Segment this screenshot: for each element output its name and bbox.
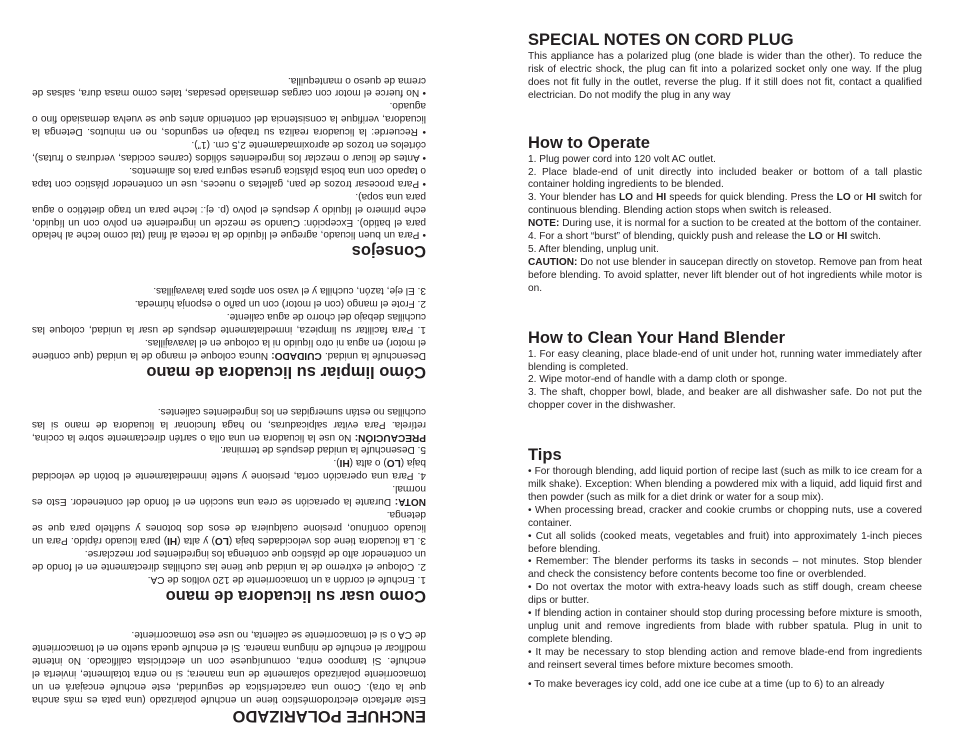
cord-plug-title: SPECIAL NOTES ON CORD PLUG xyxy=(528,31,794,49)
tip-2: • When processing bread, cracker and cookie crumbs or chopping nuts, use a covered container. xyxy=(528,504,922,529)
usar-step-2: 2. Coloque el extremo de la unidad que tiene las cuchillas directamente en el fondo de un contenedor alto de plástico que contenga los ingredientes por mezclarse. xyxy=(32,547,426,572)
consejo-2: • Para procesar trozos de pan, galletas o nueces, use un contenedor plástico con tapa o tapado con una bolsa plástica gruesa segura para los alimentos. xyxy=(32,164,426,189)
tip-4: • Remember: The blender performs its tasks in seconds – not minutes. Stop blender and check the consistency before contents become too fine or overblended. xyxy=(528,556,922,581)
tip-1: • For thorough blending, add liquid portion of recipe last (such as milk to ice cream for a milk shake). Exception: When blending a powdered mix with a liquid, add liquid first and then powder (such as milk for a diet drink or water for a soup mix). xyxy=(528,466,922,503)
limpiar-step-3: 3. El eje, tazón, cuchilla y el vaso son aptos para lavavajillas. xyxy=(153,285,426,297)
enchufe-body: Este artefacto electrodoméstico tiene un enchufe polarizado (una pata es más ancha que la otra). Como una característica de seguridad, este enchufe encajará en un tomacorriente polarizado solamente de una manera; si no entra totalmente, invierta el enchufe. Si tampoco entra, comuníquese con un electricista calificado. No intente modificar el enchufe de ninguna manera. Si el enchufe queda suelto en el tomacorriente de CA o si el tomacorriente se calienta, no use ese tomacorriente. xyxy=(32,629,426,705)
consejo-3: • Antes de licuar o mezclar los ingredientes sólidos (carnes cocidas, verduras o frutas), córtelos en trozos de aproximadamente 2,5 cm. (1”). xyxy=(32,139,426,163)
clean-step-2: 2. Wipe motor-end of handle with a damp cloth or sponge. xyxy=(528,374,788,386)
english-column xyxy=(528,30,922,692)
operate-note: NOTE: During use, it is normal for a suction to be created at the bottom of the container. xyxy=(528,218,922,230)
operate-step-3: 3. Your blender has LO and HI speeds for quick blending. Press the LO or HI switch for continuous blending. Blending action stops when switch is released. xyxy=(528,192,923,217)
consejo-5: • No fuerce el motor con cargas demasiado pesadas, tales como masa dura, salsas de crema de queso o mantequilla. xyxy=(32,74,426,99)
consejos-title: Consejos xyxy=(351,242,426,261)
usar-title: Como usar su licuadora de mano xyxy=(165,586,426,605)
clean-step-3: 3. The shaft, chopper bowl, blade, and beaker are all dishwasher safe. Do not put the chopper cover in the dishwasher. xyxy=(528,387,922,412)
usar-precaucion: PRECAUCIÓN: No use la licuadora en una olla o sartén directamente sobre la cocina, retírela. Para evitar salpicaduras, no haga funcionar la licuadora de mano si las cuchillas no están sumergidas en los ingredientes calientes. xyxy=(32,405,426,443)
spanish-column xyxy=(32,0,426,738)
tip-8: • To make beverages icy cold, add one ice cube at a time (up to 6) to an already xyxy=(528,678,885,690)
cord-plug-body: This appliance has a polarized plug (one blade is wider than the other). To reduce the risk of electric shock, the plug can fit into a polarized socket only one way. If the plug does not fit fully in the outlet, reverse the plug. If it still does not fit, contact a qualified electrician. Do not modify the plug in any way xyxy=(528,51,922,101)
clean-title: How to Clean Your Hand Blender xyxy=(528,328,785,347)
tip-7: • It may be necessary to stop blending action and remove blade-end from ingredients and reinsert several times before mixture becomes smooth. xyxy=(528,646,922,671)
limpiar-intro: Desenchufe la unidad. CUIDADO: Nunca coloque el mango de la unidad (que contiene el motor) en agua ni otro líquido ni la coloque en el lavavajillas. xyxy=(32,336,426,361)
limpiar-title: Cómo limpiar su licuadora de mano xyxy=(146,362,426,381)
spanish-column-rotated xyxy=(32,0,426,738)
usar-nota: NOTA: Durante la operación se crea una succión en el fondo del contenedor. Esto es normal. xyxy=(32,483,426,508)
consejo-4: • Recuerde: la licuadora realiza su trabajo en segundos, no en minutos. Detenga la licuadora, verifique la consistencia del contenido antes que se vuelva demasiado fino o aguado. xyxy=(32,100,426,138)
limpiar-step-1: 1. Para facilitar su limpieza, inmediatamente después de usar la unidad, coloque las cuchillas debajo del chorro de agua caliente. xyxy=(32,311,426,336)
consejo-1: • Para un buen licuado, agregue el líquido de la receta al final (tal como leche al helado para el batido). Excepción: Cuando se mezcle un ingrediente en polvo con un líquido, eche primero el líquido y después el polvo (p. ej.: leche para un trago dietético o agua para una sopa). xyxy=(32,190,426,241)
operate-step-4: 4. For a short “burst” of blending, quickly push and release the LO or HI switch. xyxy=(528,231,881,243)
tip-6: • If blending action in container should stop during processing before mixture is smooth, unplug unit and remove ingredients from blade with rubber spatula. Plug in unit to complete blending. xyxy=(528,608,922,645)
usar-step-3: 3. La licuadora tiene dos velocidades baja (LO) y alta (HI) para licuado rápido. Para un licuado contínuo, presione cualquiera de esos dos botones y suéltelo para que se detenga. xyxy=(32,509,426,546)
enchufe-title: ENCHUFE POLARIZADO xyxy=(232,707,426,725)
tip-3: • Cut all solids (cooked meats, vegetables and fruit) into approximately 1-inch pieces before blending. xyxy=(528,530,922,555)
clean-step-1: 1. For easy cleaning, place blade-end of unit under hot, running water immediately after blending is completed. xyxy=(528,348,922,373)
operate-step-2: 2. Place blade-end of unit directly into included beaker or bottom of a tall plastic container holding ingredients to be blended. xyxy=(528,166,922,191)
usar-step-5: 5. Desenchufe la unidad después de terminar. xyxy=(220,444,426,456)
usar-step-4: 4. Para una operación corta, presione y suelte inmediatamente el botón de velocidad baja (LO) o alta (HI). xyxy=(32,457,426,482)
tip-5: • Do not overtax the motor with extra-heavy loads such as stiff dough, cream cheese dips or butter. xyxy=(528,582,922,607)
operate-step-5: 5. After blending, unplug unit. xyxy=(528,243,659,255)
operate-title: How to Operate xyxy=(528,133,650,152)
tips-title: Tips xyxy=(528,446,562,465)
usar-step-1: 1. Enchufe el cordón a un tomacorriente de 120 voltios de CA. xyxy=(147,573,426,585)
operate-step-1: 1. Plug power cord into 120 volt AC outlet. xyxy=(528,153,716,165)
operate-caution: CAUTION: Do not use blender in saucepan directly on stovetop. Remove pan from heat before blending. To avoid splatter, never lift blender out of hot ingredients while motor is on. xyxy=(528,256,922,294)
limpiar-step-2: 2. Frote el mango (con el motor) con un paño o esponja húmeda. xyxy=(134,298,426,310)
